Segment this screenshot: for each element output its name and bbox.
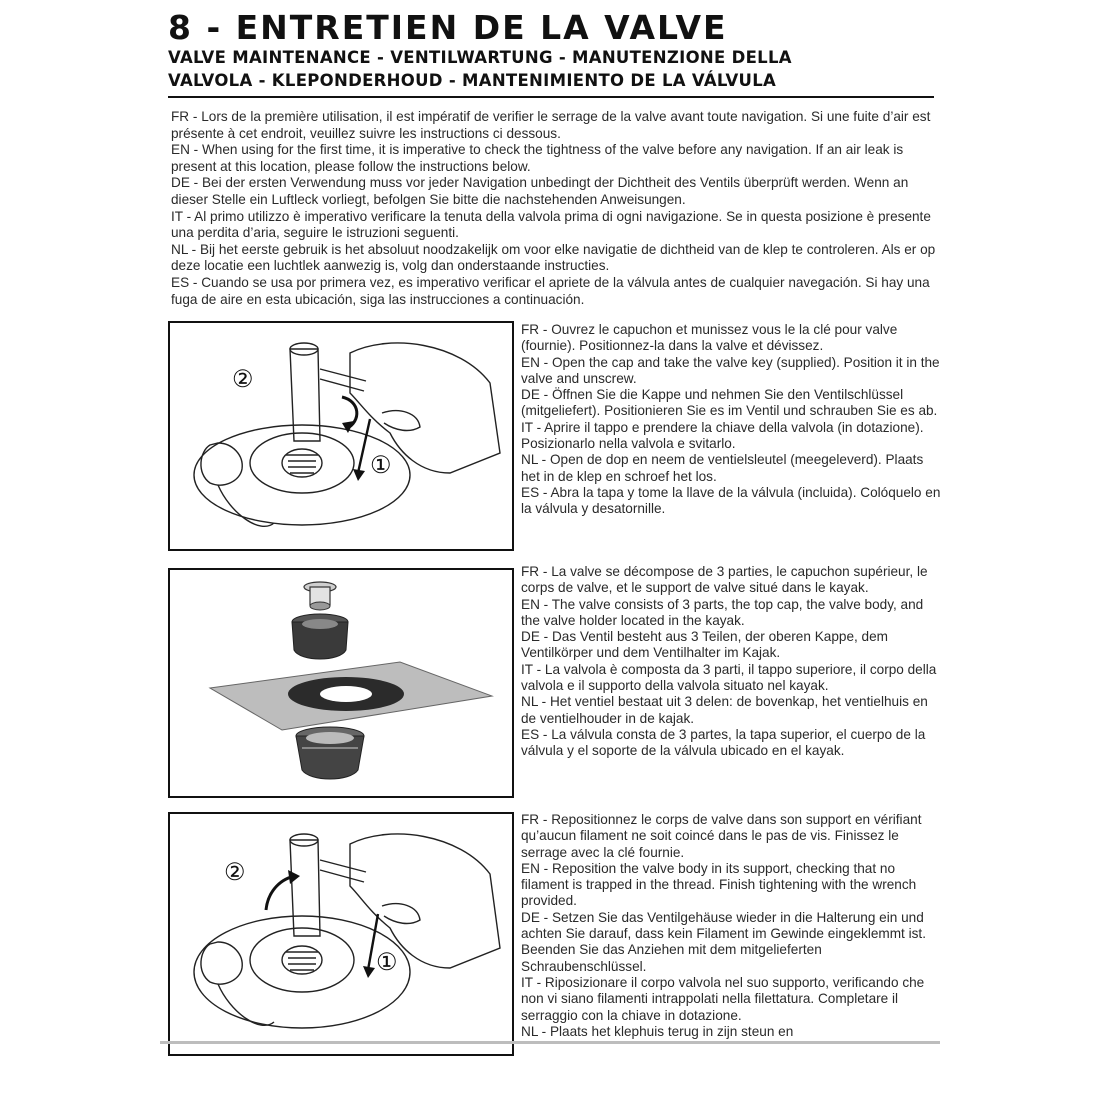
insert-arrowhead [363, 966, 375, 978]
step-3-text [521, 812, 941, 1040]
step-3-de: DE - Setzen Sie das Ventilgehäuse wieder in die Halterung ein und achten Sie darauf, dass kein Filament im Gewinde eingeklemmt ist. Beenden Sie das Anziehen mit dem mitgelieferten Schraubenschlüssel. [521, 909, 926, 974]
valve-flange [250, 433, 354, 493]
page-subtitle-line-1: VALVE MAINTENANCE - VENTILWARTUNG - MANUTENZIONE DELLA [168, 48, 792, 67]
step-2-es: ES - La válvula consta de 3 partes, la tapa superior, el cuerpo de la válvula y el soporte de la válvula ubicado en el kayak. [521, 726, 926, 759]
step-marker-2: ② [224, 858, 246, 886]
step-1-fr: FR - Ouvrez le capuchon et munissez vous le la clé pour valve (fournie). Positionnez-la dans la valve et dévissez. [521, 322, 898, 354]
valve-key-handle [320, 369, 366, 391]
intro-paragraph-es: ES - Cuando se usa por primera vez, es imperativo verificar el apriete de la válvula antes de cualquier navegación. Si hay una fuga de aire en esta ubicación, siga las instrucciones a continuación. [171, 274, 930, 307]
intro-paragraph-en: EN - When using for the first time, it is imperative to check the tightness of the valve before any navigation. If an air leak is present at this location, please follow the instructions below. [171, 142, 904, 174]
retighten-valve-drawing [170, 814, 512, 1054]
step-2-illustration [168, 568, 514, 798]
step-marker-1: ① [376, 948, 398, 976]
step-3-illustration [168, 812, 514, 1056]
intro-paragraph-de: DE - Bei der ersten Verwendung muss vor jeder Navigation unbedingt der Dichtheit des Ventils überprüft werden. Wenn an dieser Stelle ein Luftleck vorliegt, befolgen Sie bitte die nachstehenden Anweisungen. [171, 175, 909, 207]
step-3-it: IT - Riposizionare il corpo valvola nel suo supporto, verificando che non vi siano filamenti intrappolati nella filettatura. Completare il serraggio con la chiave in dotazione. [521, 974, 925, 1023]
hand-thumb [382, 904, 420, 924]
valve-thread [286, 952, 318, 970]
valve-body-part [292, 614, 348, 659]
step-1-nl: NL - Open de dop en neem de ventielsleutel (meegeleverd). Plaats het in de klep en schroef het los. [521, 452, 924, 484]
cap-tether [218, 485, 274, 526]
page-subtitle-line-2: VALVOLA - KLEPONDERHOUD - MANTENIMIENTO DE LA VÁLVULA [168, 71, 777, 90]
step-1-illustration [168, 321, 514, 551]
step-3-en: EN - Reposition the valve body in its support, checking that no filament is trapped in the thread. Finish tightening with the wrench provided. [521, 860, 917, 909]
step-1-en: EN - Open the cap and take the valve key (supplied). Position it in the valve and unscrew. [521, 354, 940, 386]
page-bottom-divider [160, 1041, 940, 1044]
step-1-it: IT - Aprire il tappo e prendere la chiave della valvola (in dotazione). Posizionarlo nella valvola e svitarlo. [521, 419, 924, 452]
valve-thread [286, 455, 318, 473]
insert-arrowhead [353, 469, 365, 481]
step-2-de: DE - Das Ventil besteht aus 3 Teilen, der oberen Kappe, dem Ventilkörper und dem Ventilhalter im Kajak. [521, 629, 889, 661]
valve-key-body [290, 840, 320, 936]
valve-cap [201, 443, 242, 485]
valve-cap [201, 942, 242, 984]
valve-flange [250, 928, 354, 992]
intro-paragraph-it: IT - Al primo utilizzo è imperativo verificare la tenuta della valvola prima di ogni navigazione. Se in questa posizione è presente una perdita d’aria, seguire le istruzioni seguenti. [171, 208, 931, 241]
intro-paragraph-nl: NL - Bij het eerste gebruik is het absoluut noodzakelijk om voor elke navigatie de dichtheid van de klep te controleren. Als er op deze locatie een luchtlek aanwezig is, volg dan onderstaande instructies. [171, 241, 936, 274]
valve-key-handle [320, 860, 366, 882]
step-3-fr: FR - Repositionnez le corps de valve dans son support en vérifiant qu’aucun filament ne soit coincé dans le pas de vis. Finissez le serrage avec la clé fournie. [521, 812, 922, 860]
page-title: 8 - ENTRETIEN DE LA VALVE [168, 8, 728, 47]
step-1-es: ES - Abra la tapa y tome la llave de la válvula (incluida). Colóquelo en la válvula y desatornille. [521, 484, 941, 517]
step-2-it: IT - La valvola è composta da 3 parti, il tappo superiore, il corpo della valvola e il supporto della valvola situato nel kayak. [521, 661, 937, 694]
step-2-fr: FR - La valve se décompose de 3 parties, le capuchon supérieur, le corps de valve, et le support de valve situé dans le kayak. [521, 564, 928, 596]
step-2-nl: NL - Het ventiel bestaat uit 3 delen: de bovenkap, het ventielhuis en de ventielhouder in de kajak. [521, 694, 928, 726]
gasket-hole [320, 686, 372, 702]
step-2-en: EN - The valve consists of 3 parts, the top cap, the valve body, and the valve holder located in the kayak. [521, 596, 924, 628]
step-3-nl: NL - Plaats het klephuis terug in zijn steun en [521, 1023, 794, 1039]
step-1-text [521, 322, 941, 518]
step-marker-2: ② [232, 365, 254, 393]
insert-arrow [358, 419, 370, 473]
exploded-valve-drawing [170, 570, 512, 796]
unscrew-valve-drawing [170, 323, 512, 549]
step-1-de: DE - Öffnen Sie die Kappe und nehmen Sie den Ventilschlüssel (mitgeliefert). Positionieren Sie es im Ventil und schrauben Sie es ab. [521, 387, 938, 419]
intro-paragraph-fr: FR - Lors de la première utilisation, il est impératif de verifier le serrage de la valve avant toute navigation. Si une fuite d’air est présente à cet endroit, veuillez suivre les instructions ci dessous. [171, 109, 931, 141]
header-divider [168, 96, 934, 98]
step-2-text [521, 564, 941, 760]
hand-thumb [382, 411, 420, 431]
intro-text [171, 109, 941, 308]
rotation-arrowhead [288, 870, 300, 884]
top-cap-part [304, 582, 336, 610]
valve-holder-part [296, 727, 364, 779]
cap-tether [218, 984, 274, 1025]
valve-key-body [290, 349, 320, 441]
step-marker-1: ① [370, 451, 392, 479]
